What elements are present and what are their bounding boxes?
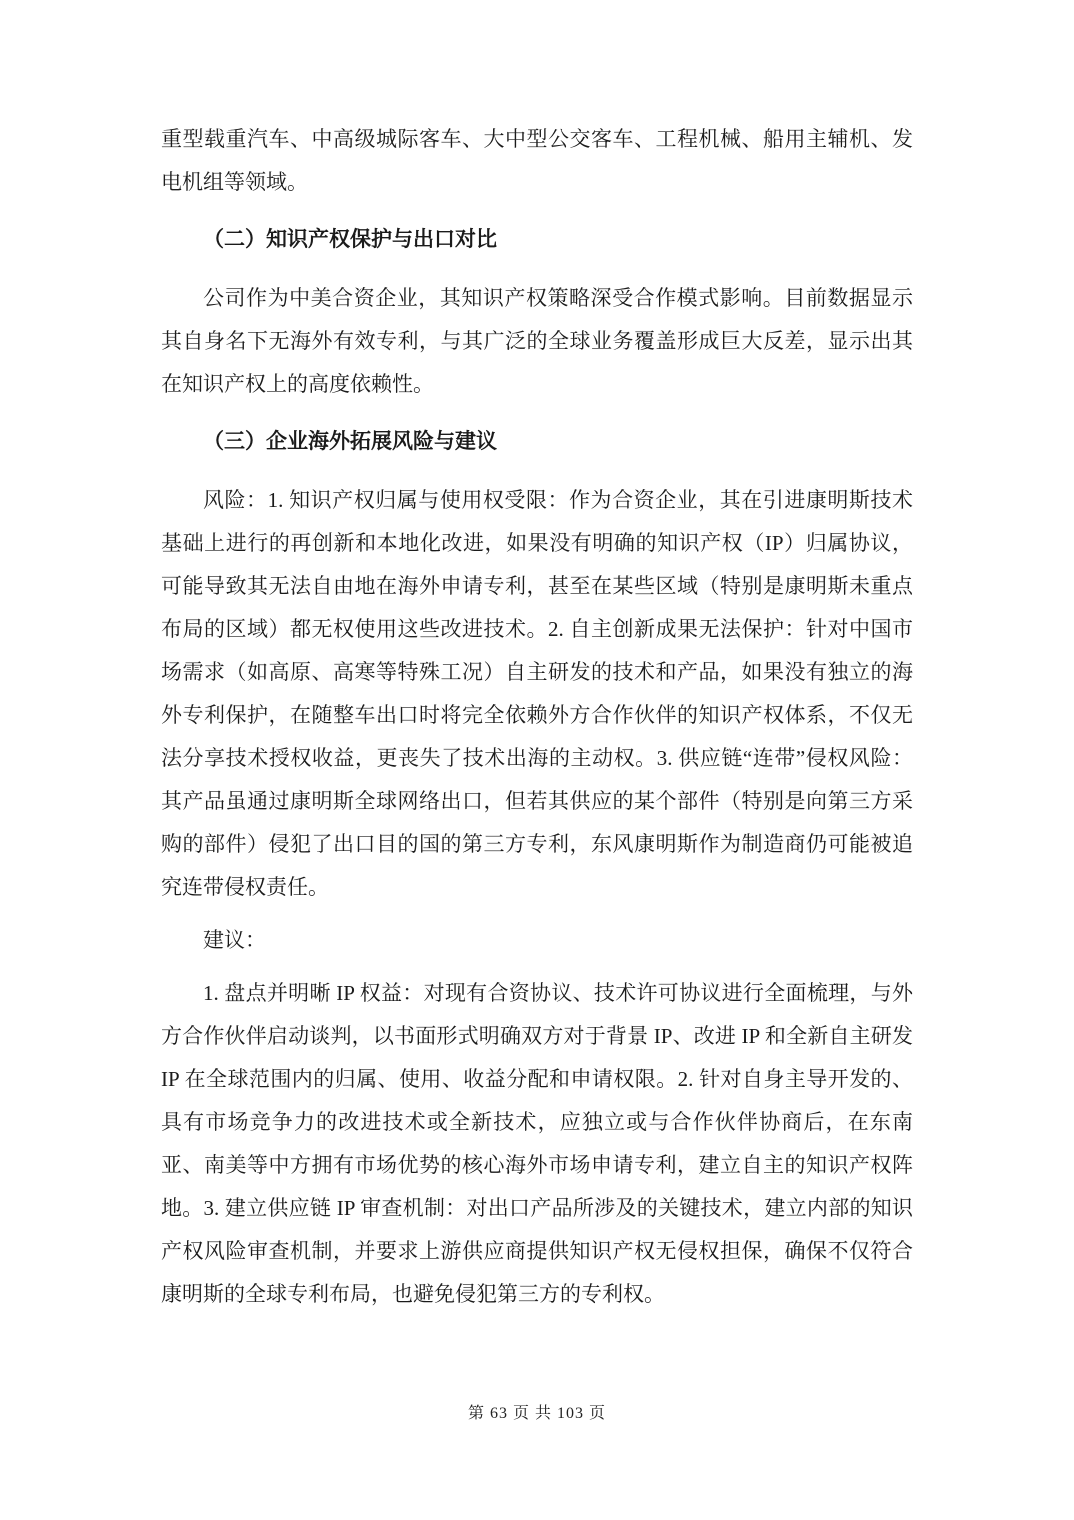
- heading-overseas-expansion-risk: （三）企业海外拓展风险与建议: [203, 429, 497, 453]
- paragraph-risks: 风险：1. 知识产权归属与使用权受限：作为合资企业，其在引进康明斯技术基础上进行的再创新和本地化改进，如果没有明确的知识产权（IP）归属协议，可能导致其无法自由地在海外申请专利，甚至在某些区域（特别是康明斯未重点布局的区域）都无权使用这些改进技术。2. 自主创新成果无法保护：针对中国市场需求（如高原、高寒等特殊工况）自主研发的技术和产品，如果没有独立的海外专利保护，在随整车出口时将完全依赖外方合作伙伴的知识产权体系，不仅无法分享技术授权收益，更丧失了技术出海的主动权。3. 供应链“连带”侵权风险：其产品虽通过康明斯全球网络出口，但若其供应的某个部件（特别是向第三方采购的部件）侵犯了出口目的国的第三方专利，东风康明斯作为制造商仍可能被追究连带侵权责任。: [161, 488, 913, 899]
- paragraph-suggestion-label: 建议：: [203, 928, 266, 952]
- paragraph-carryover: 重型载重汽车、中高级城际客车、大中型公交客车、工程机械、船用主辅机、发电机组等领域。: [161, 127, 913, 194]
- heading-ip-protection-export: （二）知识产权保护与出口对比: [203, 227, 497, 251]
- paragraph-ip-overview: 公司作为中美合资企业，其知识产权策略深受合作模式影响。目前数据显示其自身名下无海外有效专利，与其广泛的全球业务覆盖形成巨大反差，显示出其在知识产权上的高度依赖性。: [161, 286, 913, 396]
- page-body: [161, 118, 913, 1326]
- page-footer: [0, 1403, 1074, 1425]
- paragraph-suggestions: 1. 盘点并明晰 IP 权益：对现有合资协议、技术许可协议进行全面梳理，与外方合作伙伴启动谈判，以书面形式明确双方对于背景 IP、改进 IP 和全新自主研发 IP 在全球范围内的归属、使用、收益分配和申请权限。2. 针对自身主导开发的、具有市场竞争力的改进技术或全新技术，应独立或与合作伙伴协商后，在东南亚、南美等中方拥有市场优势的核心海外市场申请专利，建立自主的知识产权阵地。3. 建立供应链 IP 审查机制：对出口产品所涉及的关键技术，建立内部的知识产权风险审查机制，并要求上游供应商提供知识产权无侵权担保，确保不仅符合康明斯的全球专利布局，也避免侵犯第三方的专利权。: [161, 981, 913, 1306]
- page-number-label: 第 63 页 共 103 页: [467, 1405, 606, 1422]
